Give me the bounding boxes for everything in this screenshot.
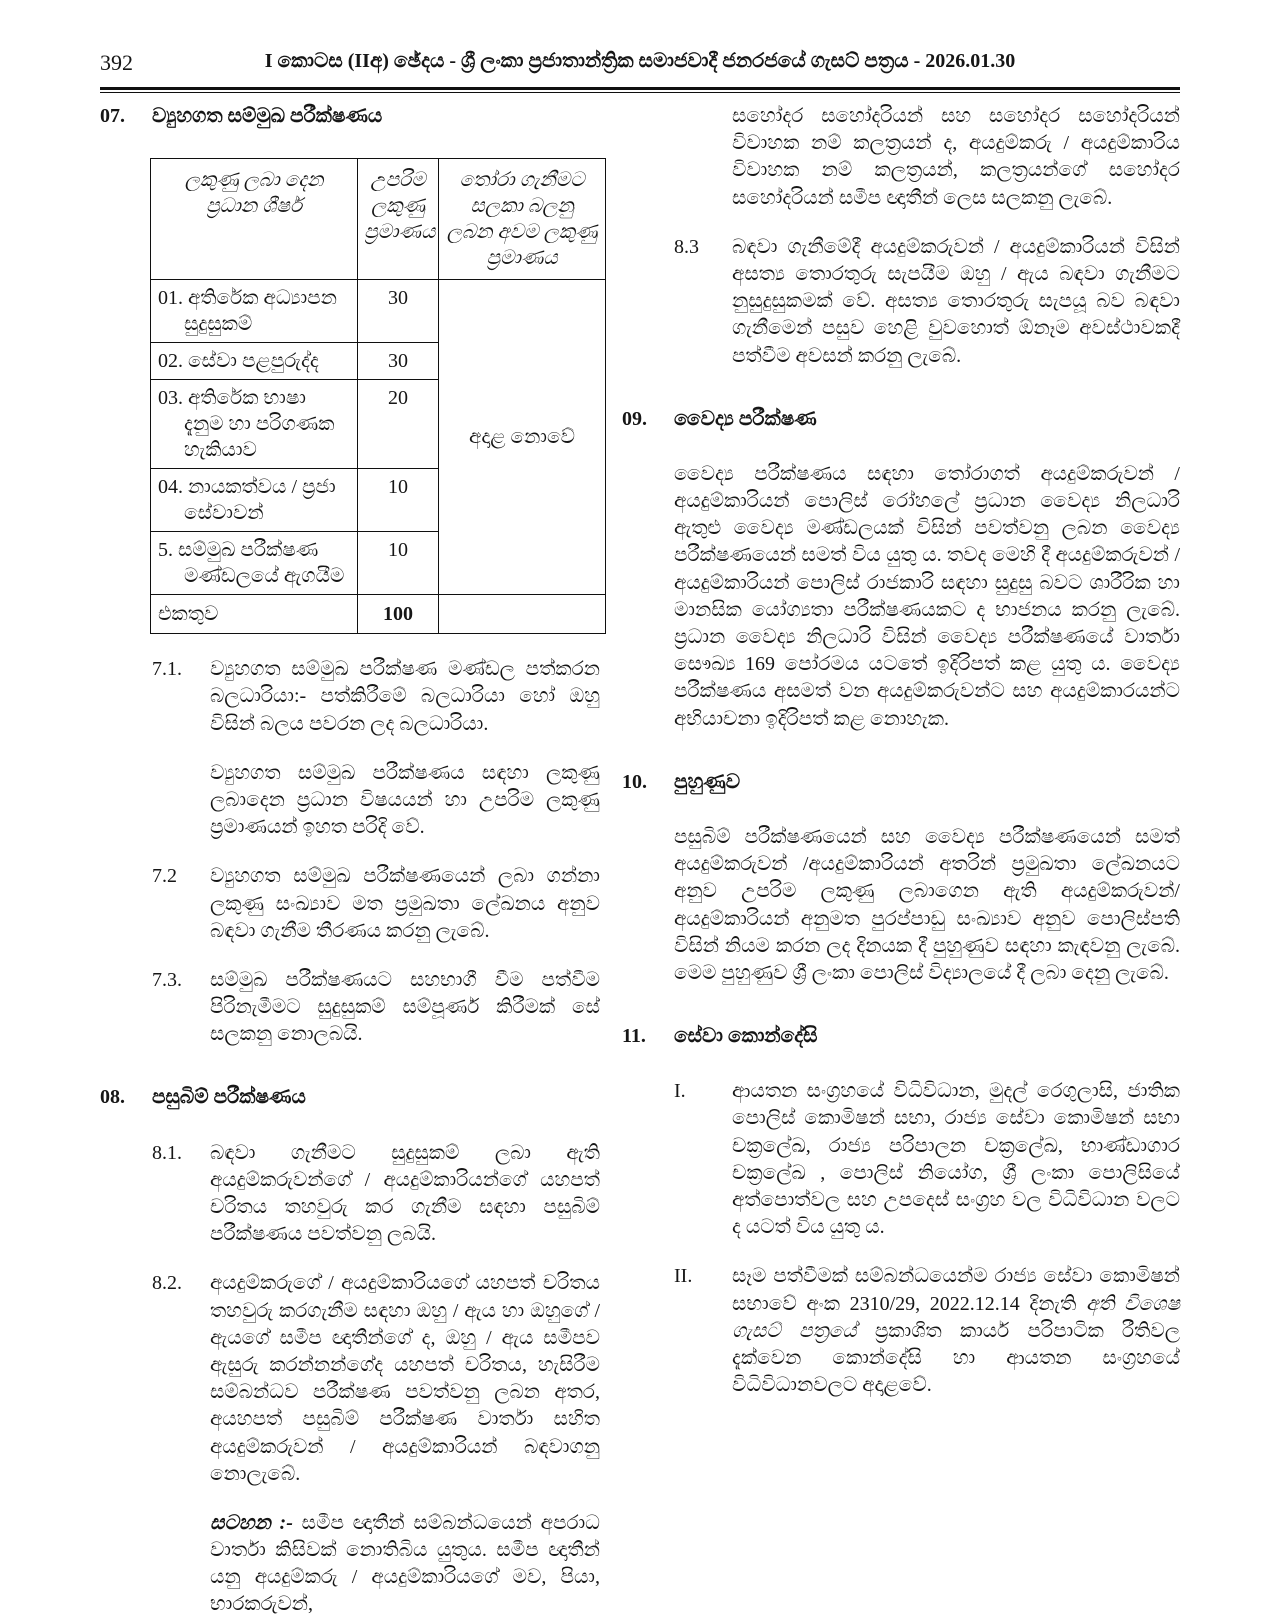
item-8-3-number: 8.3 (674, 235, 699, 258)
row-4-marks: 10 (358, 469, 439, 532)
section-11-heading (622, 1023, 1180, 1050)
section-07-heading (100, 103, 600, 130)
two-column-body (100, 103, 1180, 1619)
note-paragraph-continued: සහෝදර සහෝදරියන් සහ සහෝදර සහෝදරියන් විවාහක නම් කලත්‍රයන් ද, අයදුම්කරු / අයදුම්කාරිය විවාහක නම් කලත්‍රයන්, කලත්‍රයන්ගේ සහෝදර සහෝදරියන් සමීප ඥාතීන් ලෙස සලකනු ලැබේ. (732, 105, 1180, 209)
item-7-2-number: 7.2 (152, 865, 177, 888)
section-11-title: සේවා කොන්දේසි (674, 1025, 818, 1048)
total-label: එකතුව (151, 595, 358, 634)
item-7-1-text: ව්‍යුහගත සම්මුඛ පරීක්ෂණ මණ්ඩල පත්කරන බලධාරියා:- පත්කිරීමේ බලධාරියා හෝ ඔහු විසින් බලය පවරන ලද බලධාරියා. (210, 658, 600, 735)
note-text: සමීප ඥාතීන් සම්බන්ධයෙන් අපරාධ වාර්තා කිසිවක් නොතිබිය යුතුය. සමීප ඥාතීන් යනු අයදුම්කරු / අයදුම්කාරියගේ මව, පියා, භාරකරුවන්, (210, 1511, 600, 1616)
section-07-number: 07. (100, 105, 125, 127)
item-II-number: II. (674, 1265, 693, 1288)
right-column (622, 103, 1180, 1399)
note-paragraph (210, 1510, 600, 1619)
page-header (100, 48, 1180, 78)
paragraph-condition-II (674, 1263, 1180, 1399)
marks-table (150, 158, 606, 634)
item-8-1-text: බඳවා ගැනීමට සුදුසුකම් ලබා ඇති අයදුම්කරුවන්ගේ / අයදුම්කාරියන්ගේ යහපත් චරිතය තහවුරු කර ගැනීම සඳහා පසුබිම් පරීක්ෂණය පවත්වනු ලබයි. (210, 1141, 600, 1246)
item-8-3-text: බඳවා ගැනීමේදී අයදුම්කරුවන් / අයදුම්කාරියන් විසින් අසත්‍ය තොරතුරු සැපයීම ඔහු / ඇය බඳවා ගැනීමට නුසුදුසුකමක් වේ. අසත්‍ය තොරතුරු සැපයූ බව බඳවා ගැනීමෙන් පසුව හෙළි වුවහොත් ඕනෑම අවස්ථාවකදී පත්වීම අවසන් කරනු ලැබේ. (732, 235, 1180, 367)
section-08-title: පසුබිම් පරීක්ෂණය (152, 1086, 306, 1109)
page-number: 392 (100, 50, 133, 75)
row-2-label: 02. සේවා පළපුරුද්ද (151, 343, 358, 380)
header-rule-thick (100, 87, 1180, 90)
header-rule (100, 87, 1180, 93)
header-title: I කොටස (IIඅ) ඡේදය - ශ්‍රී ලංකා ප්‍රජාතාන්ත්‍රික සමාජවාදී ජනරජයේ ගැසට් පත්‍රය - 2026.01.30 (264, 50, 1016, 72)
paragraph-7-1 (152, 656, 600, 738)
item-II-text-italic: අති විශෙෂ ගැසට් පත්‍රයේ (732, 1292, 1180, 1342)
item-7-1-number: 7.1. (152, 658, 182, 681)
paragraph-8-2 (152, 1270, 600, 1488)
item-7-3-text: සම්මුඛ පරීක්ෂණයට සහභාගී වීම පත්වීම පිරිනැමීමට සුදුසුකම් සම්පූර්ණ කිරීමක් සේ සලකනු නොලබයි. (210, 968, 600, 1046)
item-8-2-number: 8.2. (152, 1272, 182, 1295)
paragraph-7-2 (152, 863, 600, 945)
item-II-text (732, 1263, 1180, 1399)
section-09-title: වෛද්‍ය පරීක්ෂණ (674, 407, 817, 430)
header-cell-max-marks: උපරිම ලකුණු ප්‍රමාණය (358, 159, 439, 280)
header-rule-thin (100, 92, 1180, 93)
section-09-heading (622, 406, 1180, 433)
table-total-row (151, 595, 606, 634)
left-column (100, 103, 600, 1619)
header-cell-main-subjects: ලකුණු ලබා දෙන ප්‍රධාන ශීර්ෂ (151, 159, 358, 280)
marks-table-header-row (151, 159, 606, 280)
row-1-marks: 30 (358, 280, 439, 343)
section-08-number: 08. (100, 1086, 125, 1109)
section-09-paragraph: වෛද්‍ය පරීක්ෂණය සඳහා තෝරාගත් අයදුම්කරුවන් / අයදුම්කාරියන් පොලිස් රෝහලේ ප්‍රධාන වෛද්‍ය නිලධාරි ඇතුළු වෛද්‍ය මණ්ඩලයක් විසින් පවත්වනු ලබන වෛද්‍ය පරීක්ෂණයෙන් සමත් විය යුතු ය. තවද මෙහි දී අයදුම්කරුවන් / අයදුම්කාරියන් පොලිස් රාජකාරි සඳහා සුදුසු බවට ශාරීරික හා මානසික යෝග්‍යතා පරීක්ෂණයකට ද භාජනය කරනු ලැබේ. ප්‍රධාන වෛද්‍ය නිලධාරි විසින් වෛද්‍ය පරීක්ෂණයේ වාර්තා සෞඛ්‍ය 169 පෝරමය යටතේ ඉදිරිපත් කළ යුතු ය. වෛද්‍ය පරීක්ෂණය අසමත් වන අයදුම්කරුවන්ට සහ අයදුම්කාරයන්ට අභියාචනා ඉදිරිපත් කළ නොහැක. (674, 462, 1180, 730)
row-3-label: 03. අතිරේක භාෂා දැනුම හා පරිගණක හැකියාව (151, 380, 358, 469)
note-label: සටහන :- (210, 1511, 293, 1534)
item-II-text-after: ප්‍රකාශිත කාර්ය පරිපාටික රීතිවල දැක්වෙන කොන්දේසි හා ආයතන සංග්‍රහයේ විධිවිධානවලට අදාළවේ. (732, 1319, 1181, 1397)
item-I-text: ආයතන සංග්‍රහයේ විධිවිධාන, මුදල් රෙගුලාසි, ජාතික පොලිස් කොමිෂන් සභා, රාජ්‍ය සේවා කොමිෂන් සභා චක්‍රලේඛ, රාජ්‍ය පරිපාලන චක්‍රලේඛ, භාණ්ඩාගාර චක්‍රලේඛ , පොලිස් නියෝග, ශ්‍රී ලංකා පොලිසියේ අත්පොත්වල සහ උපදෙස් සංග්‍රහ වල විධිවිධාන වලට ද යටත් විය යුතු ය. (732, 1080, 1180, 1239)
row-1-label: 01. අතිරේක අධ්‍යාපන සුදුසුකම් (151, 280, 358, 343)
section-11-number: 11. (622, 1025, 646, 1048)
section-10-number: 10. (622, 770, 647, 793)
section-08-heading (100, 1084, 600, 1111)
item-7-2-text: ව්‍යුහගත සම්මුඛ පරීක්ෂණයෙන් ලබා ගන්නා ලකුණු සංඛ්‍යාව මත ප්‍රමුඛතා ලේඛනය අනුව බඳවා ගැනීම තීරණය කරනු ලැබේ. (210, 865, 600, 942)
total-row-empty-cell (439, 595, 606, 634)
section-09-number: 09. (622, 407, 647, 430)
row-3-marks: 20 (358, 380, 439, 469)
paragraph-8-1 (152, 1140, 600, 1249)
item-II-text-before: සෑම පත්වීමක් සම්බන්ධයෙන්ම රාජ්‍ය සේවා කොමිෂන් සභාවේ අංක 2310/29, 2022.12.14 දිනැති (732, 1265, 1180, 1315)
item-I-number: I. (674, 1080, 686, 1103)
total-value: 100 (358, 595, 439, 634)
item-8-1-number: 8.1. (152, 1141, 182, 1164)
paragraph-7-1-continued: ව්‍යුහගත සම්මුඛ පරීක්ෂණය සඳහා ලකුණු ලබාදෙන ප්‍රධාන විෂයයන් හා උපරිම ලකුණු ප්‍රමාණයන් ඉහත පරිදි වේ. (210, 761, 600, 839)
item-7-3-number: 7.3. (152, 968, 182, 991)
row-5-marks: 10 (358, 532, 439, 595)
row-5-label: 5. සම්මුඛ පරීක්ෂණ මණ්ඩලයේ ඇගයීම (151, 532, 358, 595)
row-2-marks: 30 (358, 343, 439, 380)
not-applicable-cell: අදාළ නොවේ (439, 280, 606, 595)
paragraph-8-3 (674, 234, 1180, 370)
paragraph-condition-I (674, 1078, 1180, 1241)
section-10-paragraph: පසුබිම් පරීක්ෂණයෙන් සහ වෛද්‍ය පරීක්ෂණයෙන් සමත් අයදුම්කරුවන් /අයදුම්කාරියන් අතරින් ප්‍රමුඛතා ලේඛනයට අනුව උපරිම ලකුණු ලබාගෙන ඇති අයදුම්කරුවන්/ අයදුම්කාරියන් අනුමත පුරප්පාඩු සංඛ්‍යාව අනුව පොලිස්පති විසින් නියම කරන ලද දිනයක දී පුහුණුව සඳහා කැඳවනු ලැබේ. මෙම පුහුණුව ශ්‍රී ලංකා පොලිස් විද්‍යාලයේ දී ලබා දෙනු ලැබේ. (674, 825, 1180, 984)
section-10-heading (622, 769, 1180, 796)
section-10-title: පුහුණුව (674, 770, 741, 793)
section-07-title: ව්‍යුහගත සම්මුඛ පරීක්ෂණය (152, 105, 383, 127)
row-4-label: 04. නායකත්වය / ප්‍රජා සේවාවන් (151, 469, 358, 532)
item-8-2-text: අයදුම්කරුගේ / අයදුම්කාරියගේ යහපත් චරිතය තහවුරු කරගැනීම සඳහා ඔහු / ඇය හා ඔහුගේ / ඇයගේ සමීප ඥාතීන්ගේ ද, ඔහු / ඇය සමීපව ඇසුරු කරන්නන්ගේද යහපත් චරිතය, හැසිරීම සම්බන්ධව පරීක්ෂණ පවත්වනු ලබන අතර, අයහපත් පසුබිම් පරීක්ෂණ වාර්තා සහිත අයදුම්කරුවන් / අයදුම්කාරියන් බඳවාගනු නොලැබේ. (210, 1272, 600, 1485)
table-row-1 (151, 280, 606, 343)
paragraph-7-3 (152, 967, 600, 1049)
header-cell-min-marks: තෝරා ගැනීමට සලකා බලනු ලබන අවම ලකුණු ප්‍රමාණය (439, 159, 606, 280)
